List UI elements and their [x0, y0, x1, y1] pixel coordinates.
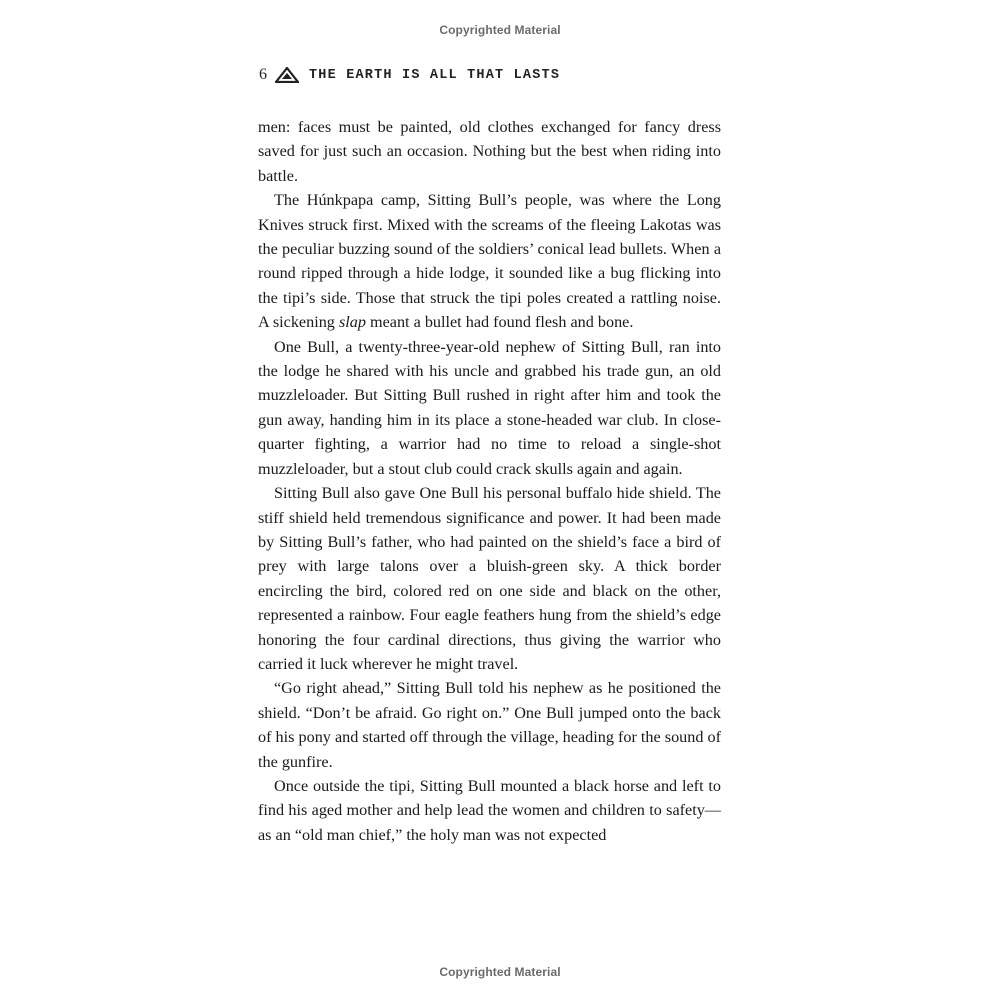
- emphasis: slap: [338, 313, 366, 332]
- running-head: [259, 66, 560, 84]
- paragraph: “Go right ahead,” Sitting Bull told his nephew as he positioned the shield. “Don’t be afraid. Go right on.” One Bull jumped onto the back of his pony and started off through the village, heading for the sound of the gunfire.: [258, 679, 721, 771]
- paragraph: Once outside the tipi, Sitting Bull mounted a black horse and left to find his aged mother and help lead the women and children to safety—as an “old man chief,” the holy man was not expected: [258, 776, 721, 844]
- paragraph: The Húnkpapa camp, Sitting Bull’s people, was where the Long Knives struck first. Mixed with the screams of the fleeing Lakotas was the peculiar buzzing sound of the soldiers’ conical lead bullets. When a round ripped through a hide lodge, it sounded like a bug flicking into the tipi’s side. Those that struck the tipi poles created a rattling noise. A sickening slap meant a bullet had found flesh and bone.: [258, 191, 721, 332]
- paragraph: One Bull, a twenty-three-year-old nephew of Sitting Bull, ran into the lodge he shared with his uncle and grabbed his trade gun, an old muzzleloader. But Sitting Bull rushed in right after him and took the gun away, handing him in its place a stone-headed war club. In close-quarter fighting, a warrior had no time to reload a single-shot muzzleloader, but a stout club could crack skulls again and again.: [258, 337, 721, 478]
- paragraph: Sitting Bull also gave One Bull his personal buffalo hide shield. The stiff shield held tremendous significance and power. It had been made by Sitting Bull’s father, who had painted on the shield’s face a bird of prey with large talons over a bluish-green sky. A thick border encircling the bird, colored red on one side and black on the other, represented a rainbow. Four eagle feathers hung from the shield’s edge honoring the four cardinal directions, thus giving the warrior who carried it luck wherever he might travel.: [258, 484, 721, 673]
- body-text: [258, 115, 721, 847]
- paragraph: men: faces must be painted, old clothes exchanged for fancy dress saved for just such an occasion. Nothing but the best when riding into battle.: [258, 118, 721, 185]
- running-head-title: THE EARTH IS ALL THAT LASTS: [309, 67, 561, 83]
- watermark-bottom: Copyrighted Material: [439, 965, 561, 979]
- watermark-top: Copyrighted Material: [439, 23, 561, 37]
- page-number: 6: [259, 66, 267, 83]
- tent-icon: [275, 67, 299, 83]
